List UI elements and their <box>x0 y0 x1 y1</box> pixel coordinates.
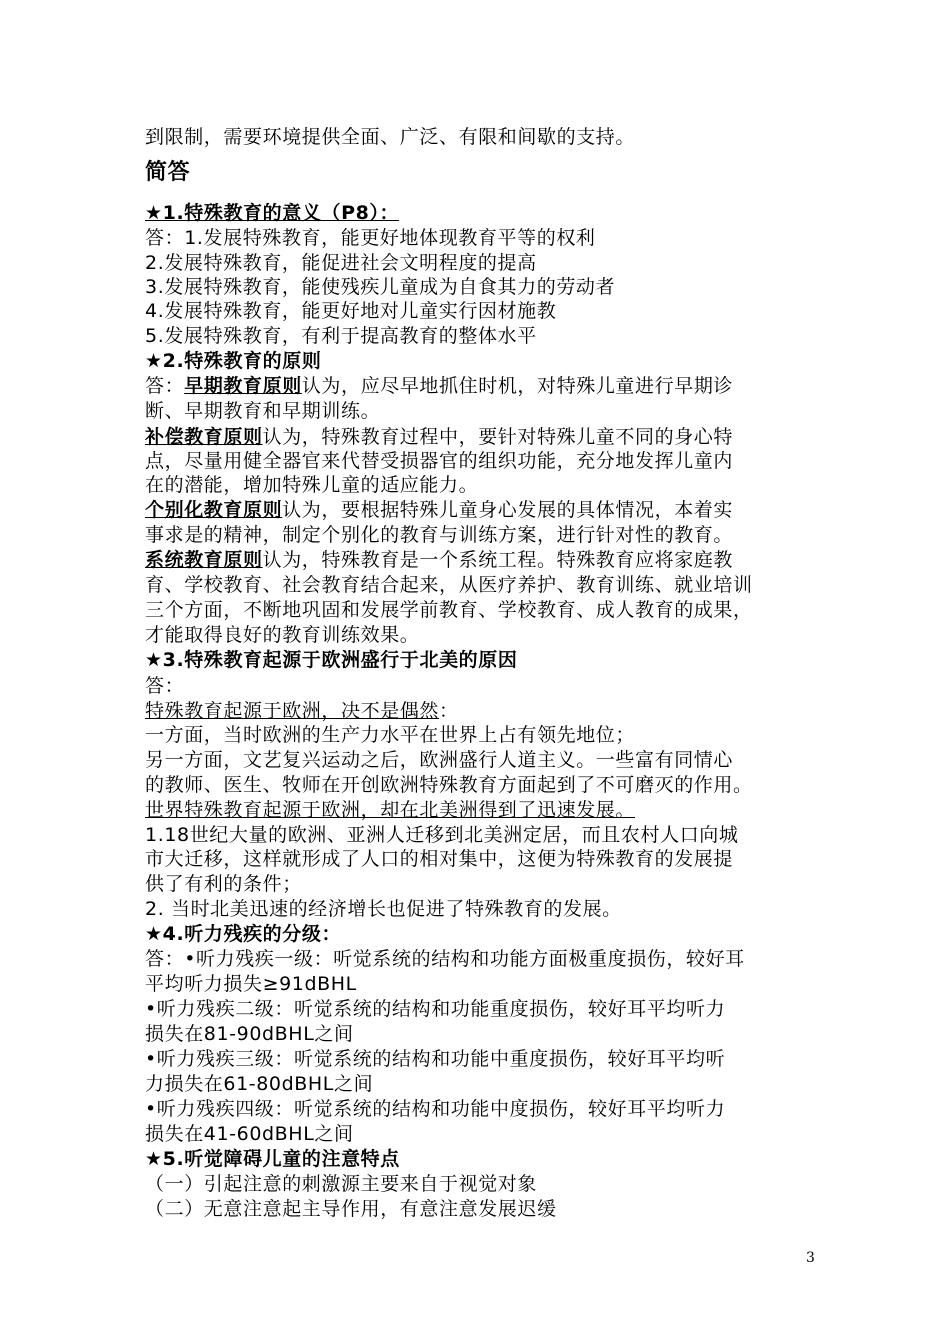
text-line <box>145 797 825 823</box>
text-line: 答：•听力残疾一级：听觉系统的结构和功能方面极重度损伤，较好耳 <box>145 948 745 970</box>
text-line: •听力残疾四级：听觉系统的结构和功能中度损伤，较好耳平均听力 <box>145 1098 726 1120</box>
text-line: 平均听力损失≥91dBHL <box>145 973 357 995</box>
text-line: 2. 当时北美迅速的经济增长也促进了特殊教育的发展。 <box>145 898 622 920</box>
text-line: 到限制，需要环境提供全面、广泛、有限和间歇的支持。 <box>145 126 636 148</box>
text-line: 在的潜能，增加特殊儿童的适应能力。 <box>145 474 479 496</box>
principle-term: 补偿教育原则 <box>145 426 263 448</box>
section-heading: 简答 <box>145 160 191 185</box>
text-line: 3.发展特殊教育，能使残疾儿童成为自食其力的劳动者 <box>145 276 616 298</box>
text-line: 补偿教育原则认为，特殊教育过程中，要针对特殊儿童不同的身心特 <box>145 426 734 448</box>
principle-term: 个别化教育原则 <box>145 499 283 521</box>
text-line: （一）引起注意的刺激源主要来自于视觉对象 <box>145 1173 538 1195</box>
question-heading: ★5.听觉障碍儿童的注意特点 <box>145 1148 400 1170</box>
underlined-subheading: 世界特殊教育起源于欧洲，却在北美洲得到了迅速发展。 <box>145 799 636 821</box>
text-line: 损失在41-60dBHL之间 <box>145 1123 354 1145</box>
text-line: 个别化教育原则认为，要根据特殊儿童身心发展的具体情况，本着实 <box>145 499 734 521</box>
text-line: 力损失在61-80dBHL之间 <box>145 1073 374 1095</box>
text-line: 才能取得良好的教育训练效果。 <box>145 624 420 646</box>
text-line: 系统教育原则认为，特殊教育是一个系统工程。特殊教育应将家庭教 <box>145 549 734 571</box>
text-line: 断、早期教育和早期训练。 <box>145 400 381 422</box>
question-heading: ★2.特殊教育的原则 <box>145 350 322 372</box>
text-line: 答：1.发展特殊教育，能更好地体现教育平等的权利 <box>145 227 596 249</box>
text-line: •听力残疾二级：听觉系统的结构和功能重度损伤，较好耳平均听力 <box>145 998 726 1020</box>
question-heading: ★4.听力残疾的分级： <box>145 923 342 945</box>
principle-term: 系统教育原则 <box>145 549 263 571</box>
text-line: 答：早期教育原则认为，应尽早地抓住时机，对特殊儿童进行早期诊 <box>145 375 734 397</box>
text-line: （二）无意注意起主导作用，有意注意发展迟缓 <box>145 1198 557 1220</box>
text-line: •听力残疾三级：听觉系统的结构和功能中重度损伤，较好耳平均听 <box>145 1048 726 1070</box>
text-line: 1.18世纪大量的欧洲、亚洲人迁移到北美洲定居，而且农村人口向城 <box>145 824 739 846</box>
question-heading: ★3.特殊教育起源于欧洲盛行于北美的原因 <box>145 649 518 671</box>
text-line: 5.发展特殊教育，有利于提高教育的整体水平 <box>145 325 537 347</box>
text-line: 育、学校教育、社会教育结合起来，从医疗养护、教育训练、就业培训 <box>145 574 753 596</box>
text-line: 另一方面，文艺复兴运动之后，欧洲盛行人道主义。一些富有同情心 <box>145 749 734 771</box>
text-line: 答： <box>145 675 185 697</box>
principle-term: 早期教育原则 <box>184 375 302 397</box>
text-line: 损失在81-90dBHL之间 <box>145 1023 354 1045</box>
question-heading: ★1.特殊教育的意义（P8）： <box>145 202 400 224</box>
text-line: 特殊教育起源于欧洲，决不是偶然： <box>145 700 459 722</box>
text-line: 点，尽量用健全器官来代替受损器官的组织功能，充分地发挥儿童内 <box>145 450 734 472</box>
text-line: 事求是的精神，制定个别化的教育与训练方案，进行针对性的教育。 <box>145 524 734 546</box>
text-line: 2.发展特殊教育，能促进社会文明程度的提高 <box>145 252 537 274</box>
text-line: 供了有利的条件； <box>145 873 302 895</box>
text-line: 一方面，当时欧洲的生产力水平在世界上占有领先地位； <box>145 724 636 746</box>
text-line: 市大迁移，这样就形成了人口的相对集中，这便为特殊教育的发展提 <box>145 848 734 870</box>
text-line: 的教师、医生、牧师在开创欧洲特殊教育方面起到了不可磨灭的作用。 <box>145 774 753 796</box>
text-line: 三个方面，不断地巩固和发展学前教育、学校教育、成人教育的成果， <box>145 599 753 621</box>
text-line: 4.发展特殊教育，能更好地对儿童实行因材施教 <box>145 300 557 322</box>
underlined-subheading: 特殊教育起源于欧洲，决不是偶然 <box>145 700 440 722</box>
page-number: 3 <box>806 1250 815 1266</box>
